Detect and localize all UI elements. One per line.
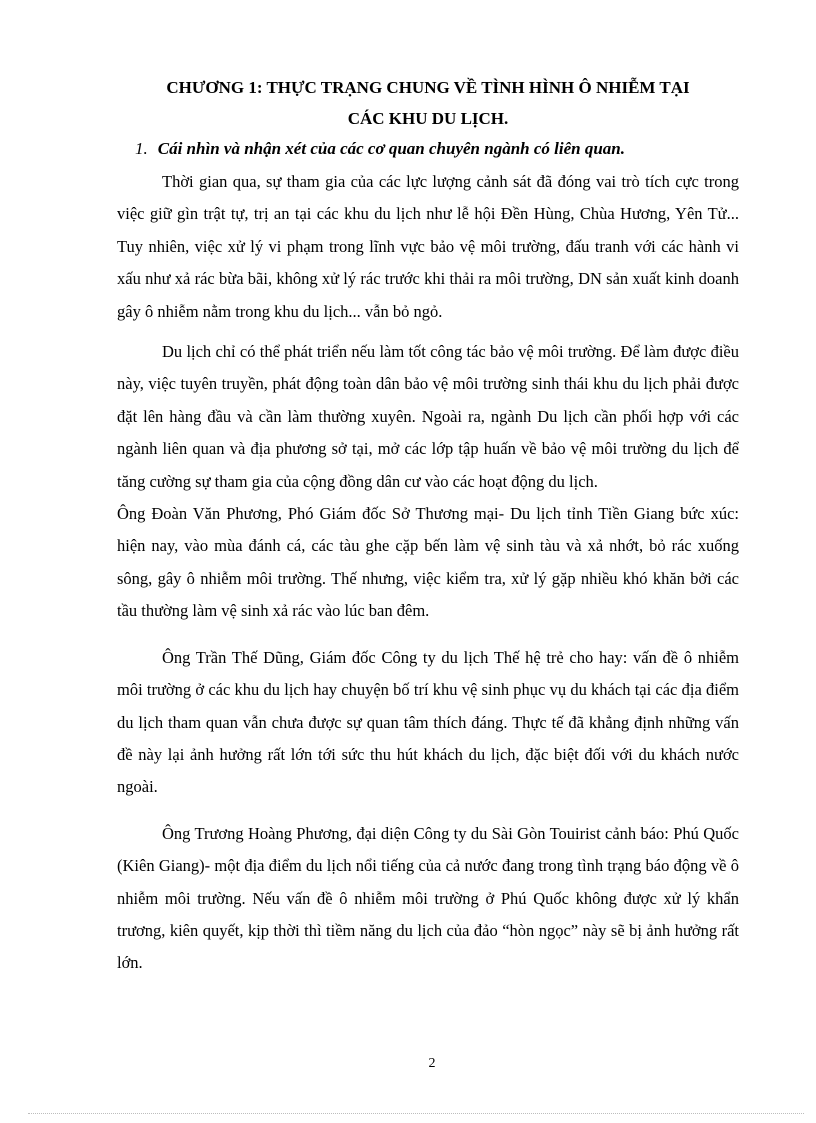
paragraph-5: Ông Trương Hoàng Phương, đại diện Công ty du Sài Gòn Touirist cảnh báo: Phú Quốc (Kiên Giang)- một địa điểm du lịch nổi tiếng của cả nước đang trong tình trạng báo động về ô nhiễm môi trường. Nếu vấn đề ô nhiễm môi trường ở Phú Quốc không được xử lý khẩn trương, kiên quyết, kịp thời thì tiềm năng du lịch của đảo “hòn ngọc” này sẽ bị ảnh hưởng rất lớn. <box>117 823 739 973</box>
chapter-title <box>117 72 739 134</box>
chapter-title-line-1: CHƯƠNG 1: THỰC TRẠNG CHUNG VỀ TÌNH HÌNH Ô NHIỄM TẠI <box>166 78 690 97</box>
page-number: 2 <box>428 1056 436 1071</box>
paragraph-1: Thời gian qua, sự tham gia của các lực lượng cảnh sát đã đóng vai trò tích cực trong việc giữ gìn trật tự, trị an tại các khu du lịch như lễ hội Đền Hùng, Chùa Hương, Yên Tử... Tuy nhiên, việc xử lý vi phạm trong lĩnh vực bảo vệ môi trường, đấu tranh với các hành vi xấu như xả rác bừa bãi, không xử lý rác trước khi thải ra môi trường, DN sản xuất kinh doanh gây ô nhiễm nằm trong khu du lịch... vẫn bỏ ngỏ. <box>117 172 739 321</box>
section-title: Cái nhìn và nhận xét của các cơ quan chuyên ngành có liên quan. <box>157 139 626 158</box>
page-bottom-divider <box>28 1113 804 1114</box>
page-content <box>117 72 739 980</box>
section-heading <box>117 136 739 162</box>
paragraph-2: Du lịch chỉ có thể phát triển nếu làm tốt công tác bảo vệ môi trường. Để làm được điều này, việc tuyên truyền, phát động toàn dân bảo vệ môi trường sinh thái khu du lịch phải được đặt lên hàng đầu và cần làm thường xuyên. Ngoài ra, ngành Du lịch cần phối hợp với các ngành liên quan và địa phương sở tại, mở các lớp tập huấn về bảo vệ môi trường du lịch để tăng cường sự tham gia của cộng đồng dân cư vào các hoạt động du lịch. <box>117 342 739 491</box>
paragraph-4: Ông Trần Thế Dũng, Giám đốc Công ty du lịch Thế hệ trẻ cho hay: vấn đề ô nhiễm môi trường ở các khu du lịch hay chuyện bố trí khu vệ sinh phục vụ du khách tại các địa điểm du lịch tham quan vẫn chưa được sự quan tâm thích đáng. Thực tế đã khẳng định những vấn đề này lại ảnh hưởng rất lớn tới sức thu hút khách du lịch, đặc biệt đối với du khách nước ngoài. <box>117 647 739 797</box>
paragraph-3: Ông Đoàn Văn Phương, Phó Giám đốc Sở Thương mại- Du lịch tỉnh Tiền Giang bức xúc: hiện nay, vào mùa đánh cá, các tàu ghe cặp bến làm vệ sinh tàu và xả nhớt, bỏ rác xuống sông, gây ô nhiễm môi trường. Thế nhưng, việc kiểm tra, xử lý gặp nhiều khó khăn bởi các tầu thường làm vệ sinh xả rác vào lúc ban đêm. <box>117 504 739 621</box>
section-number: 1. <box>135 139 148 158</box>
chapter-title-line-2: CÁC KHU DU LỊCH. <box>347 109 509 128</box>
